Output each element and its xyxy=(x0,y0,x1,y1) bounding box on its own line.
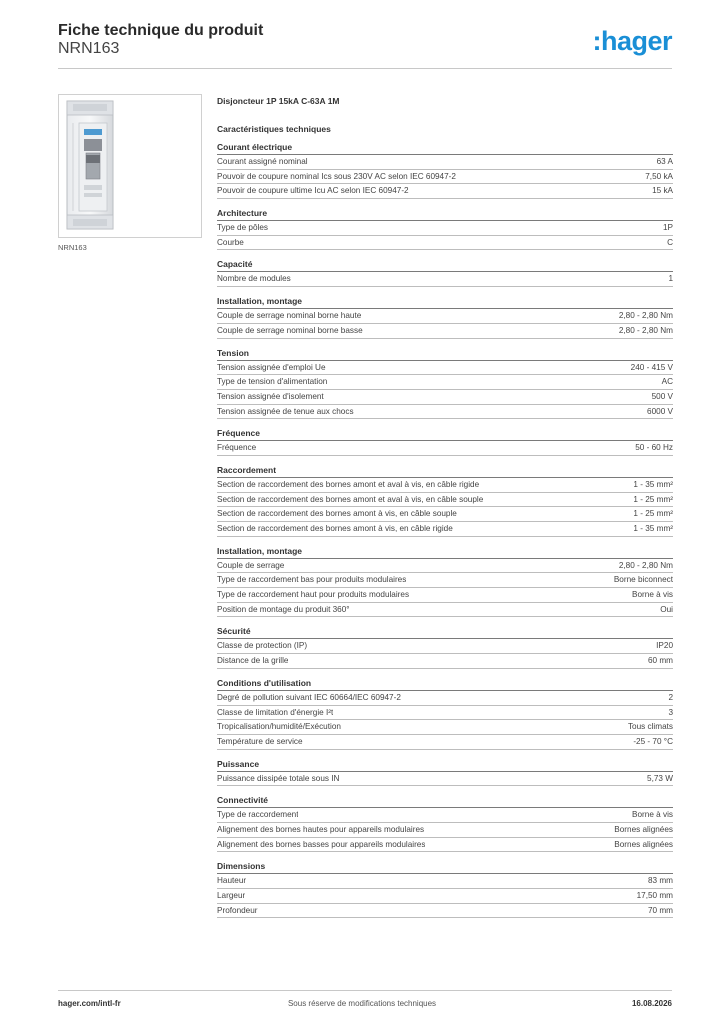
spec-label: Pouvoir de coupure nominal Ics sous 230V AC selon IEC 60947-2 xyxy=(217,171,456,181)
characteristics-heading: Caractéristiques techniques xyxy=(217,124,331,134)
spec-value: 1 xyxy=(668,274,673,284)
spec-row xyxy=(217,405,673,420)
spec-label: Distance de la grille xyxy=(217,656,289,666)
spec-label: Section de raccordement des bornes amont à vis, en câble rigide xyxy=(217,524,453,533)
spec-value: 6000 V xyxy=(647,406,673,416)
section-title: Fréquence xyxy=(217,427,673,441)
spec-row xyxy=(217,808,673,823)
spec-label: Type de raccordement xyxy=(217,810,299,820)
spec-label: Classe de limitation d'énergie I²t xyxy=(217,707,334,717)
spec-row xyxy=(217,573,673,588)
spec-section xyxy=(217,295,673,338)
spec-row xyxy=(217,221,673,236)
spec-value: -25 - 70 °C xyxy=(633,736,673,746)
spec-value: 3 xyxy=(668,707,673,717)
spec-row xyxy=(217,236,673,251)
spec-row xyxy=(217,823,673,838)
spec-row xyxy=(217,720,673,735)
spec-row xyxy=(217,603,673,618)
spec-section xyxy=(217,860,673,918)
spec-label: Type de raccordement bas pour produits modulaires xyxy=(217,575,407,585)
spec-row xyxy=(217,507,673,522)
spec-label: Section de raccordement des bornes amont à vis, en câble souple xyxy=(217,509,457,519)
spec-value: 50 - 60 Hz xyxy=(635,443,673,453)
spec-row xyxy=(217,361,673,376)
spec-value: Bornes alignées xyxy=(614,839,673,849)
spec-label: Alignement des bornes basses pour appareils modulaires xyxy=(217,839,426,849)
spec-section xyxy=(217,794,673,852)
spec-value: 2 xyxy=(668,692,673,702)
spec-label: Couple de serrage nominal borne haute xyxy=(217,311,362,321)
spec-value: 17,50 mm xyxy=(636,891,673,900)
spec-label: Tension assignée de tenue aux chocs xyxy=(217,406,354,416)
spec-section xyxy=(217,625,673,668)
spec-label: Tension assignée d'emploi Ue xyxy=(217,362,326,372)
spec-value: Bornes alignées xyxy=(614,824,673,834)
spec-row xyxy=(217,272,673,287)
spec-label: Position de montage du produit 360° xyxy=(217,604,350,614)
section-title: Sécurité xyxy=(217,625,673,639)
footer-disclaimer: Sous réserve de modifications techniques xyxy=(287,999,437,1008)
spec-row xyxy=(217,889,673,904)
spec-row xyxy=(217,522,673,537)
section-title: Installation, montage xyxy=(217,295,673,309)
section-title: Installation, montage xyxy=(217,545,673,559)
section-title: Conditions d'utilisation xyxy=(217,677,673,691)
header-divider xyxy=(58,68,672,69)
spec-section xyxy=(217,347,673,420)
spec-label: Couple de serrage xyxy=(217,560,285,570)
spec-label: Température de service xyxy=(217,736,303,746)
footer-date: 16.08.2026 xyxy=(631,999,672,1008)
spec-row xyxy=(217,838,673,853)
spec-value: Oui xyxy=(660,604,673,614)
spec-value: 5,73 W xyxy=(647,773,673,783)
section-title: Raccordement xyxy=(217,464,673,478)
spec-label: Alignement des bornes hautes pour appareils modulaires xyxy=(217,824,425,834)
spec-value: Borne à vis xyxy=(632,590,673,600)
spec-label: Courbe xyxy=(217,237,244,247)
spec-row xyxy=(217,170,673,185)
spec-label: Section de raccordement des bornes amont et aval à vis, en câble souple xyxy=(217,494,484,504)
spec-row xyxy=(217,874,673,889)
spec-row xyxy=(217,772,673,787)
product-title: Disjoncteur 1P 15kA C-63A 1M xyxy=(217,96,340,106)
spec-sections xyxy=(217,141,673,918)
footer-website[interactable]: hager.com/intl-fr xyxy=(58,999,121,1008)
spec-label: Pouvoir de coupure ultime Icu AC selon IEC 60947-2 xyxy=(217,186,409,196)
spec-row xyxy=(217,691,673,706)
spec-value: 7,50 kA xyxy=(645,171,673,181)
spec-content xyxy=(217,93,673,918)
spec-row xyxy=(217,324,673,339)
spec-label: Hauteur xyxy=(217,876,247,886)
spec-label: Puissance dissipée totale sous IN xyxy=(217,773,340,783)
spec-value: Tous climats xyxy=(627,722,673,732)
spec-value: 2,80 - 2,80 Nm xyxy=(618,560,673,570)
section-title: Tension xyxy=(217,347,673,361)
spec-value: 240 - 415 V xyxy=(630,362,673,372)
spec-row xyxy=(217,654,673,669)
spec-label: Profondeur xyxy=(217,905,258,915)
spec-label: Courant assigné nominal xyxy=(217,157,308,166)
spec-label: Degré de pollution suivant IEC 60664/IEC 60947-2 xyxy=(217,692,401,702)
spec-row xyxy=(217,309,673,324)
spec-label: Type de tension d'alimentation xyxy=(217,377,328,387)
spec-label: Couple de serrage nominal borne basse xyxy=(217,325,363,335)
circuit-breaker-illustration xyxy=(59,95,201,237)
spec-section xyxy=(217,464,673,537)
spec-label: Tropicalisation/humidité/Exécution xyxy=(217,722,341,732)
spec-row xyxy=(217,559,673,574)
section-title: Capacité xyxy=(217,258,673,272)
spec-label: Fréquence xyxy=(217,443,257,453)
spec-row xyxy=(217,493,673,508)
spec-row xyxy=(217,390,673,405)
spec-label: Type de pôles xyxy=(217,223,268,233)
spec-value: C xyxy=(667,237,673,247)
spec-row xyxy=(217,184,673,199)
spec-label: Largeur xyxy=(217,891,246,900)
spec-section xyxy=(217,207,673,250)
spec-section xyxy=(217,545,673,618)
spec-label: Classe de protection (IP) xyxy=(217,641,308,651)
section-title: Connectivité xyxy=(217,794,673,808)
spec-row xyxy=(217,706,673,721)
spec-value: 2,80 - 2,80 Nm xyxy=(618,311,673,321)
section-title: Puissance xyxy=(217,758,673,772)
spec-section xyxy=(217,677,673,750)
spec-row xyxy=(217,478,673,493)
hager-logo: :hager xyxy=(592,26,672,56)
spec-value: 63 A xyxy=(656,157,673,166)
spec-row xyxy=(217,375,673,390)
product-reference: NRN163 xyxy=(58,40,120,57)
spec-label: Tension assignée d'isolement xyxy=(217,391,324,401)
spec-section xyxy=(217,141,673,199)
spec-value: Borne biconnect xyxy=(613,575,673,585)
spec-value: 1P xyxy=(662,223,673,233)
spec-row xyxy=(217,735,673,750)
spec-value: 500 V xyxy=(651,391,673,401)
spec-section xyxy=(217,758,673,787)
spec-section xyxy=(217,258,673,287)
spec-row xyxy=(217,441,673,456)
spec-value: IP20 xyxy=(656,641,673,651)
footer-divider xyxy=(58,990,672,991)
spec-value: 83 mm xyxy=(647,876,673,886)
image-caption: NRN163 xyxy=(58,243,87,252)
spec-value: Borne à vis xyxy=(632,810,673,820)
section-title: Dimensions xyxy=(217,860,673,874)
spec-row xyxy=(217,639,673,654)
section-title: Courant électrique xyxy=(217,141,673,155)
spec-value: 1 - 25 mm² xyxy=(633,509,673,519)
page-title: Fiche technique du produit xyxy=(58,22,264,39)
spec-row xyxy=(217,588,673,603)
section-title: Architecture xyxy=(217,207,673,221)
spec-value: 60 mm xyxy=(647,656,673,666)
spec-value: 1 - 25 mm² xyxy=(633,494,673,504)
spec-row xyxy=(217,155,673,170)
spec-label: Type de raccordement haut pour produits modulaires xyxy=(217,590,410,600)
spec-label: Section de raccordement des bornes amont et aval à vis, en câble rigide xyxy=(217,479,480,489)
spec-label: Nombre de modules xyxy=(217,274,291,284)
spec-value: 70 mm xyxy=(647,905,673,915)
spec-value: 1 - 35 mm² xyxy=(633,479,673,489)
spec-row xyxy=(217,904,673,919)
spec-value: AC xyxy=(661,377,673,387)
spec-section xyxy=(217,427,673,456)
spec-value: 1 - 35 mm² xyxy=(633,524,673,533)
spec-value: 15 kA xyxy=(652,186,673,196)
product-image xyxy=(58,94,202,238)
spec-value: 2,80 - 2,80 Nm xyxy=(618,325,673,335)
